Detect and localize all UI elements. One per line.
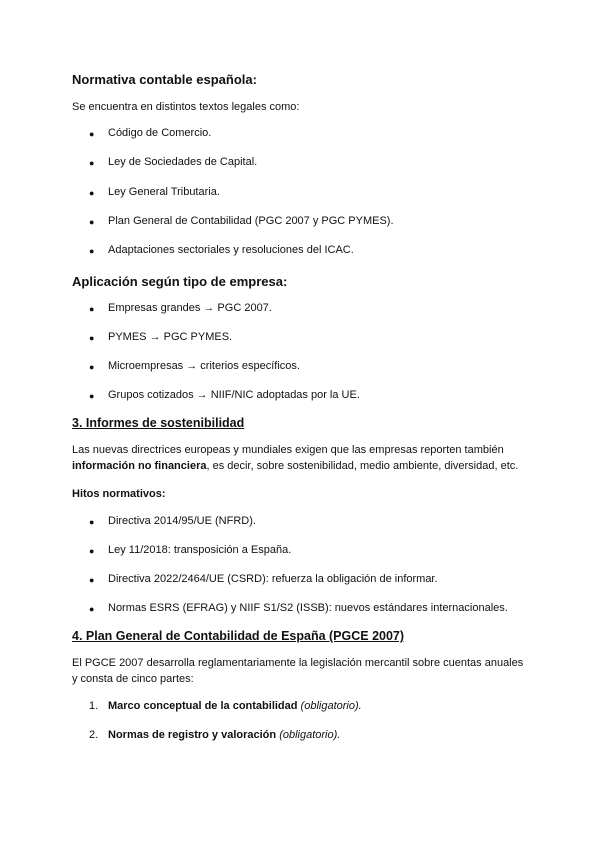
bullet-icon: ● (89, 517, 95, 527)
bullet-icon: ● (89, 246, 95, 256)
pgce-paragraph-line2: y consta de cinco partes: (72, 673, 194, 685)
part-note: (obligatorio). (279, 729, 341, 741)
list-item: Ley General Tributaria. (108, 186, 220, 198)
bullet-icon: ● (89, 575, 95, 585)
normativa-intro: Se encuentra en distintos textos legales como: (72, 101, 300, 113)
list-item (108, 729, 340, 741)
bullet-icon: ● (89, 129, 95, 139)
bullet-icon: ● (89, 333, 95, 343)
list-item: Grupos cotizados → NIIF/NIC adoptadas por la UE. (108, 389, 360, 401)
list-item: PYMES → PGC PYMES. (108, 331, 233, 343)
bullet-icon: ● (89, 217, 95, 227)
list-item: Normas ESRS (EFRAG) y NIIF S1/S2 (ISSB): nuevos estándares internacionales. (108, 602, 508, 614)
bullet-icon: ● (89, 546, 95, 556)
bullet-icon: ● (89, 158, 95, 168)
list-item (108, 700, 362, 712)
list-item: Directiva 2022/2464/UE (CSRD): refuerza la obligación de informar. (108, 573, 438, 585)
list-number: 2. (89, 729, 99, 741)
bullet-icon: ● (89, 391, 95, 401)
list-item: Ley de Sociedades de Capital. (108, 156, 258, 168)
list-item: Adaptaciones sectoriales y resoluciones del ICAC. (108, 244, 354, 256)
list-item: Ley 11/2018: transposición a España. (108, 544, 292, 556)
pgce-heading: 4. Plan General de Contabilidad de España (PGCE 2007) (72, 629, 405, 643)
list-item: Plan General de Contabilidad (PGC 2007 y PGC PYMES). (108, 215, 394, 227)
bullet-icon: ● (89, 304, 95, 314)
part-note: (obligatorio). (300, 700, 362, 712)
part-title: Marco conceptual de la contabilidad (108, 700, 298, 712)
sostenibilidad-paragraph-line1: Las nuevas directrices europeas y mundiales exigen que las empresas reporten también (72, 444, 504, 456)
list-item: Microempresas → criterios específicos. (108, 360, 300, 372)
list-item: Código de Comercio. (108, 127, 212, 139)
bullet-icon: ● (89, 604, 95, 614)
sostenibilidad-paragraph-rest: , es decir, sobre sostenibilidad, medio ambiente, diversidad, etc. (206, 460, 519, 472)
part-title: Normas de registro y valoración (108, 729, 277, 741)
sostenibilidad-paragraph-line2 (72, 460, 518, 472)
bullet-icon: ● (89, 362, 95, 372)
sostenibilidad-heading: 3. Informes de sostenibilidad (72, 416, 245, 430)
list-item: Empresas grandes → PGC 2007. (108, 302, 272, 314)
normativa-heading: Normativa contable española: (72, 72, 257, 87)
informacion-no-financiera-text: información no financiera (72, 460, 207, 472)
list-item: Directiva 2014/95/UE (NFRD). (108, 515, 256, 527)
hitos-heading: Hitos normativos: (72, 488, 166, 500)
aplicacion-heading: Aplicación según tipo de empresa: (72, 274, 288, 289)
bullet-icon: ● (89, 188, 95, 198)
pgce-paragraph-line1: El PGCE 2007 desarrolla reglamentariamente la legislación mercantil sobre cuentas anuales (72, 657, 524, 669)
list-number: 1. (89, 700, 99, 712)
